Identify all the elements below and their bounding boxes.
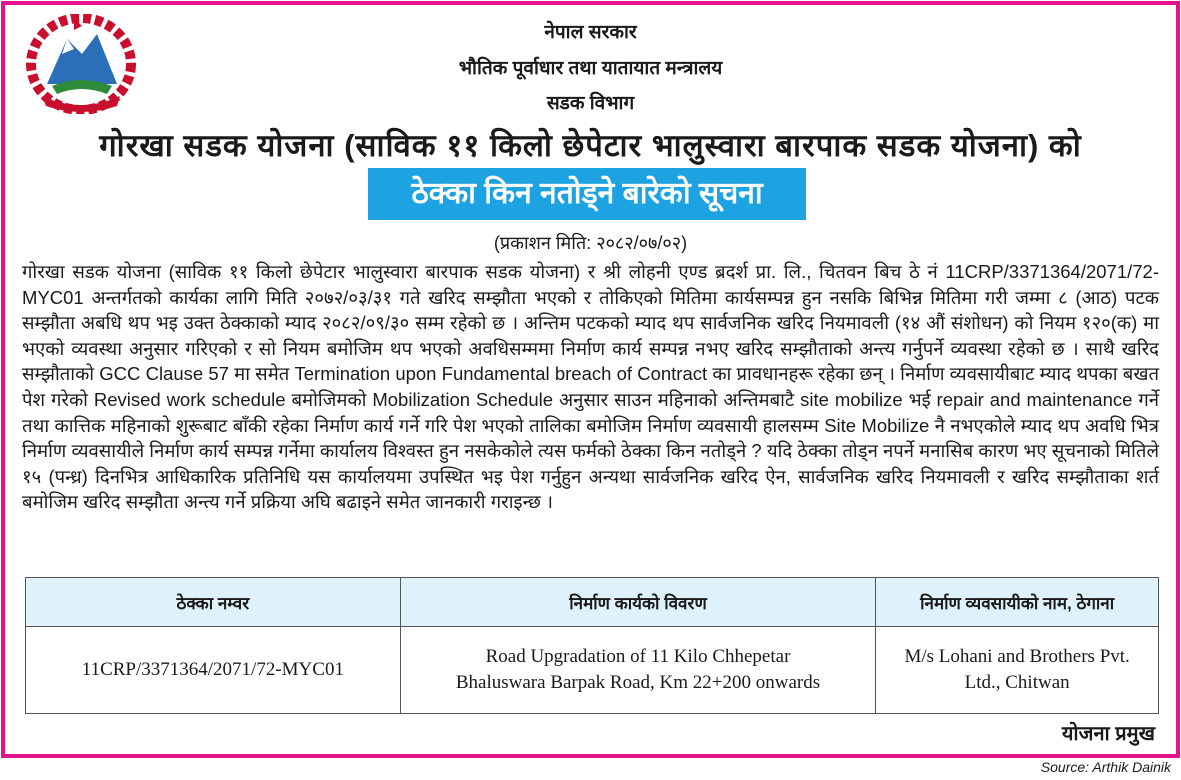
header-contractor-name: निर्माण व्यवसायीको नाम, ठेगाना	[876, 578, 1159, 627]
notice-banner: ठेक्का किन नतोड्ने बारेको सूचना	[368, 168, 806, 220]
notice-body: गोरखा सडक योजना (साविक ११ किलो छेपेटार भालुस्वारा बारपाक सडक योजना) र श्री लोहनी एण्ड ब्रदर्श प्रा. लि., चितवन बिच ठे नं 11CRP/3371364/2071/72-MYC01 अन्तर्गतको कार्यका लागि मिति २०७२/०३/३१ गते खरिद सम्झौता भएको र तोकिएको मितिमा कार्यसम्पन्न हुन नसकि बिभिन्न मितिमा गरी जम्मा ८ (आठ) पटक सम्झौता अबधि थप भइ उक्त ठेक्काको म्याद २०८२/०९/३० सम्म रहेको छ । अन्तिम पटकको म्याद थप सार्वजनिक खरिद नियमावली (१४ औं संशोधन) को नियम १२०(क) मा भएको व्यवस्था अनुसार गरिएको र सो नियम बमोजिम थप भएको अवधिसम्ममा निर्माण कार्य सम्पन्न नभए खरिद सम्झौताको अन्त्य गर्नुपर्ने व्यवस्था रहेको छ । साथै खरिद सम्झौताको GCC Clause 57 मा समेत Termination upon Fundamental breach of Contract का प्रावधानहरू रहेका छन् । निर्माण व्यवसायीबाट म्याद थपका बखत पेश गरेको Revised work schedule बमोजिमको Mobilization Schedule अनुसार साउन महिनाको अन्तिमबाटै site mobilize भई repair and maintenance गर्ने तथा कात्तिक महिनाको शुरूबाट बाँकी रहेका निर्माण कार्य गर्ने गरि पेश भएको तालिका बमोजिम निर्माण व्यवसायी हालसम्म Site Mobilize नै नभएकोले म्याद थप अवधि भित्र निर्माण व्यवसायीले निर्माण कार्य सम्पन्न गर्नेमा कार्यालय विश्वस्त हुन नसकेकोले त्यस फर्मको ठेक्का किन नतोड्ने ? यदि ठेक्का तोड्न नपर्ने मनासिब कारण भए सूचनाको मितिले १५ (पन्ध्र) दिनभित्र आधिकारिक प्रतिनिधि यस कार्यालयमा उपस्थित भइ पेश गर्नुहुन अन्यथा सार्वजनिक खरिद ऐन, सार्वजनिक खरिद नियमावली र खरिद सम्झौताका शर्त बमोजिम खरिद सम्झौता अन्त्य गर्ने प्रक्रिया अघि बढाइने समेत जानकारी गराइन्छ ।	[22, 261, 1159, 513]
publication-date: (प्रकाशन मिति: २०८२/०७/०२)	[493, 233, 688, 253]
source-credit: Source: Arthik Dainik	[1040, 759, 1171, 775]
header-contract-number: ठेक्का नम्वर	[26, 578, 401, 627]
ministry-name: भौतिक पूर्वाधार तथा यातायात मन्त्रालय	[458, 58, 723, 79]
table-header-row	[26, 578, 1159, 627]
department-name: सडक विभाग	[546, 93, 635, 114]
header-work-description: निर्माण कार्यको विवरण	[400, 578, 876, 627]
cell-contractor-name: M/s Lohani and Brothers Pvt. Ltd., Chitwan	[876, 627, 1159, 714]
signature-title: योजना प्रमुख	[1061, 723, 1155, 745]
contract-table	[25, 577, 1159, 714]
project-title: गोरखा सडक योजना (साविक ११ किलो छेपेटार भालुस्वारा बारपाक सडक योजना) को	[99, 128, 1082, 163]
table-row	[26, 627, 1159, 714]
cell-contract-number: 11CRP/3371364/2071/72-MYC01	[26, 627, 401, 714]
government-name: नेपाल सरकार	[544, 22, 637, 43]
cell-work-description: Road Upgradation of 11 Kilo Chhepetar Bhaluswara Barpak Road, Km 22+200 onwards	[400, 627, 876, 714]
